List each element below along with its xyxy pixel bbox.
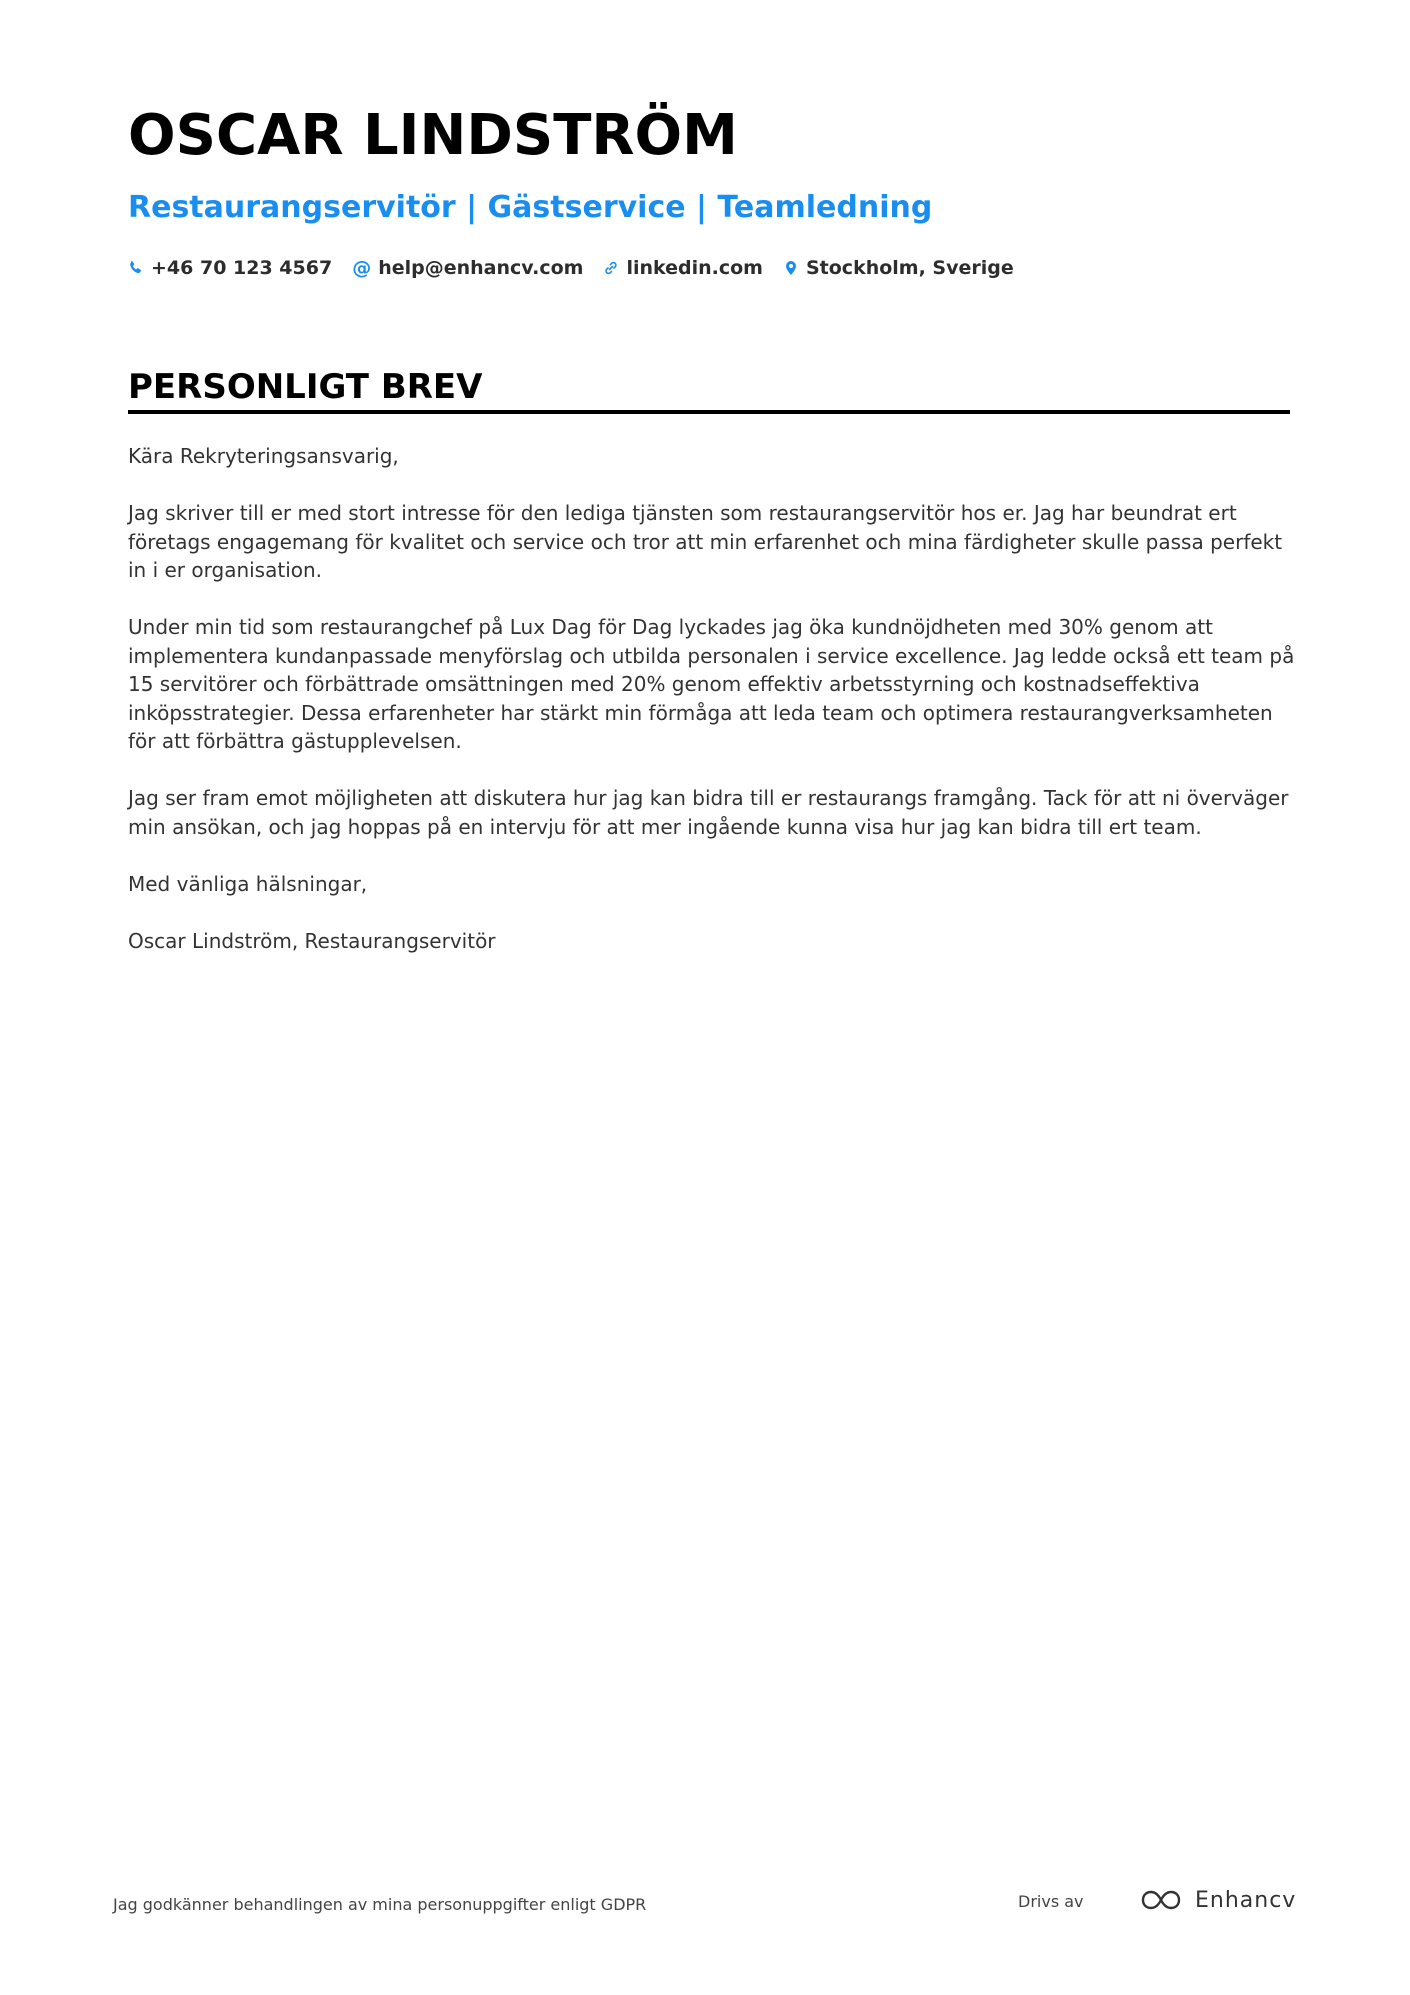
at-icon: @ bbox=[352, 257, 372, 279]
contact-linkedin-text: linkedin.com bbox=[626, 257, 763, 279]
brand-name: Enhancv bbox=[1195, 1887, 1297, 1913]
letter-greeting: Kära Rekryteringsansvarig, bbox=[128, 444, 399, 468]
contact-location-text: Stockholm, Sverige bbox=[805, 257, 1014, 279]
contact-email[interactable] bbox=[352, 257, 583, 279]
letter-paragraph: Jag ser fram emot möjligheten att diskutera hur jag kan bidra till er restaurangs framgång. Tack för att ni överväger min ansökan, och jag hoppas på en intervju för att mer ingående kunna visa hur jag kan bidra till ert team. bbox=[128, 786, 1289, 839]
candidate-title: Restaurangservitör | Gästservice | Teamledning bbox=[128, 190, 933, 225]
letter-signature: Oscar Lindström, Restaurangservitör bbox=[128, 928, 496, 953]
letter-body bbox=[128, 442, 1298, 984]
contact-bar bbox=[128, 256, 1034, 280]
letter-closing: Med vänliga hälsningar, bbox=[128, 871, 368, 896]
contact-phone[interactable] bbox=[128, 257, 332, 279]
phone-icon bbox=[128, 260, 144, 276]
section-divider bbox=[128, 410, 1290, 414]
contact-linkedin[interactable] bbox=[603, 257, 763, 279]
candidate-name: OSCAR LINDSTRÖM bbox=[128, 103, 738, 168]
contact-location bbox=[783, 257, 1014, 279]
link-icon bbox=[603, 260, 619, 276]
enhancv-logo[interactable] bbox=[1137, 1886, 1296, 1914]
contact-email-text: help@enhancv.com bbox=[378, 257, 584, 279]
location-icon bbox=[783, 260, 799, 276]
letter-paragraph: Under min tid som restaurangchef på Lux Dag för Dag lyckades jag öka kundnöjdheten med 30% genom att implementera kundanpassade menyförslag och utbilda personalen i service excellence. Jag ledde också ett team på 15 servitörer och förbättrade omsättningen med 20% genom effektiv arbetsstyrning och kostnadseffektiva inköpsstrategier. Dessa erfarenheter har stärkt min förmåga att leda team och optimera restaurangverksamheten för att förbättra gästupplevelsen. bbox=[128, 615, 1295, 753]
contact-phone-text: +46 70 123 4567 bbox=[151, 257, 333, 279]
letter-paragraph: Jag skriver till er med stort intresse för den lediga tjänsten som restaurangservitör hos er. Jag har beundrat ert företags engagemang för kvalitet och service och tror att min erfarenhet och mina färdigheter skulle passa perfekt in i er organisation. bbox=[128, 501, 1283, 582]
enhancv-logo-icon bbox=[1137, 1886, 1185, 1914]
powered-by-label: Drivs av bbox=[1018, 1892, 1084, 1911]
section-title: PERSONLIGT BREV bbox=[128, 367, 483, 407]
gdpr-consent: Jag godkänner behandlingen av mina personuppgifter enligt GDPR bbox=[113, 1895, 647, 1914]
